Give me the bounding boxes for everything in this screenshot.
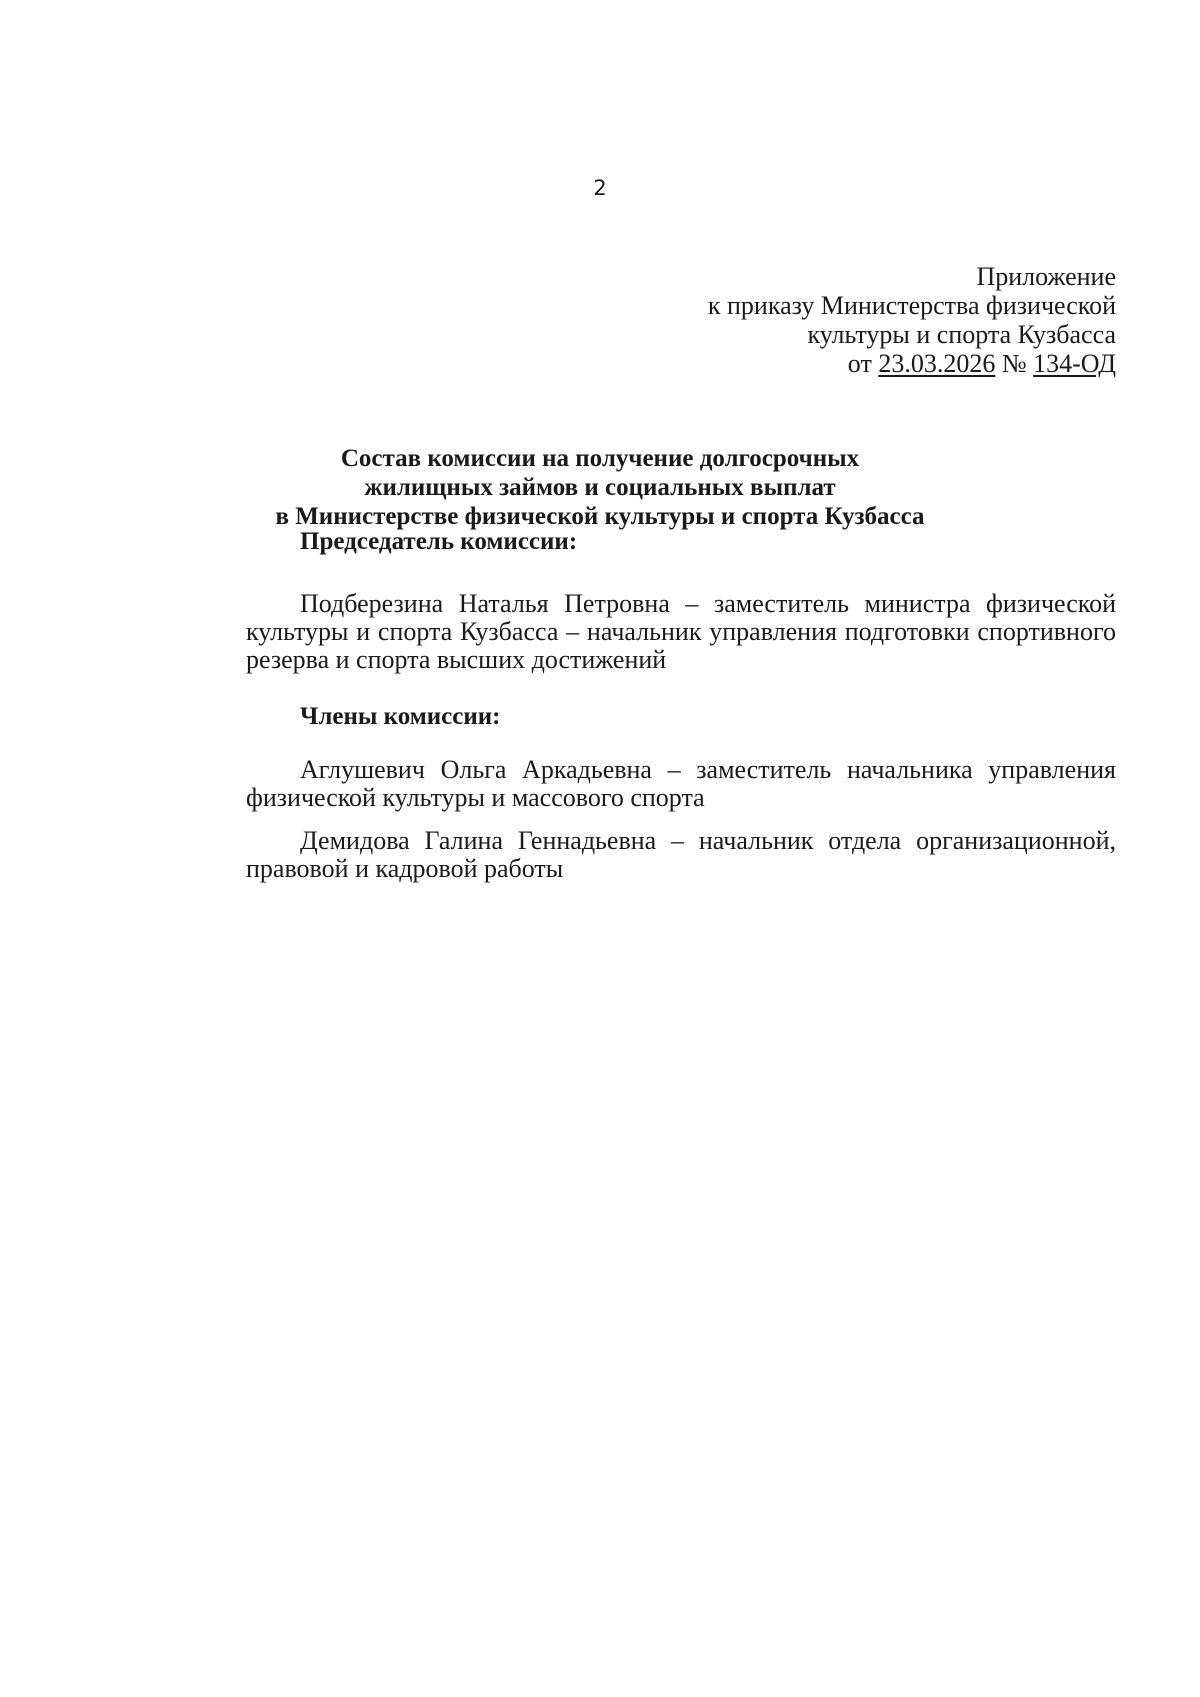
paragraph-line: Демидова Галина Геннадьевна – начальник отдела организационной, [300,826,1116,855]
appendix-date-number [708,349,1116,378]
paragraph-line: правовой и кадровой работы [246,854,564,883]
appendix-date: 23.03.2026 [878,349,996,378]
paragraph-line: Подберезина Наталья Петровна – заместитель министра физической [300,589,1116,618]
chairman-paragraph [246,590,1116,674]
page-number: 2 [593,176,607,200]
appendix-label: Приложение [976,262,1116,291]
title-line: жилищных займов и социальных выплат [364,474,836,501]
appendix-number-sign: № [1001,349,1027,378]
member-paragraph [246,827,1116,883]
document-title [84,444,1116,531]
members-heading: Члены комиссии: [300,703,501,730]
member-paragraph [246,756,1116,812]
title-line: Состав комиссии на получение долгосрочных [340,445,860,472]
title-line: в Министерстве физической культуры и спорта Кузбасса [275,503,925,530]
paragraph-line: Аглушевич Ольга Аркадьевна – заместитель начальника управления [300,755,1116,784]
appendix-number: 134-ОД [1033,349,1116,378]
paragraph-line: физической культуры и массового спорта [246,783,705,812]
paragraph-line: резерва и спорта высших достижений [246,645,667,674]
appendix-ministry: культуры и спорта Кузбасса [807,320,1116,349]
appendix-block [708,262,1116,378]
paragraph-line: культуры и спорта Кузбасса – начальник управления подготовки спортивного [246,617,1116,646]
appendix-order-ref: к приказу Министерства физической [707,291,1116,320]
chairman-heading: Председатель комиссии: [300,528,578,555]
appendix-from-prefix: от [847,349,872,378]
